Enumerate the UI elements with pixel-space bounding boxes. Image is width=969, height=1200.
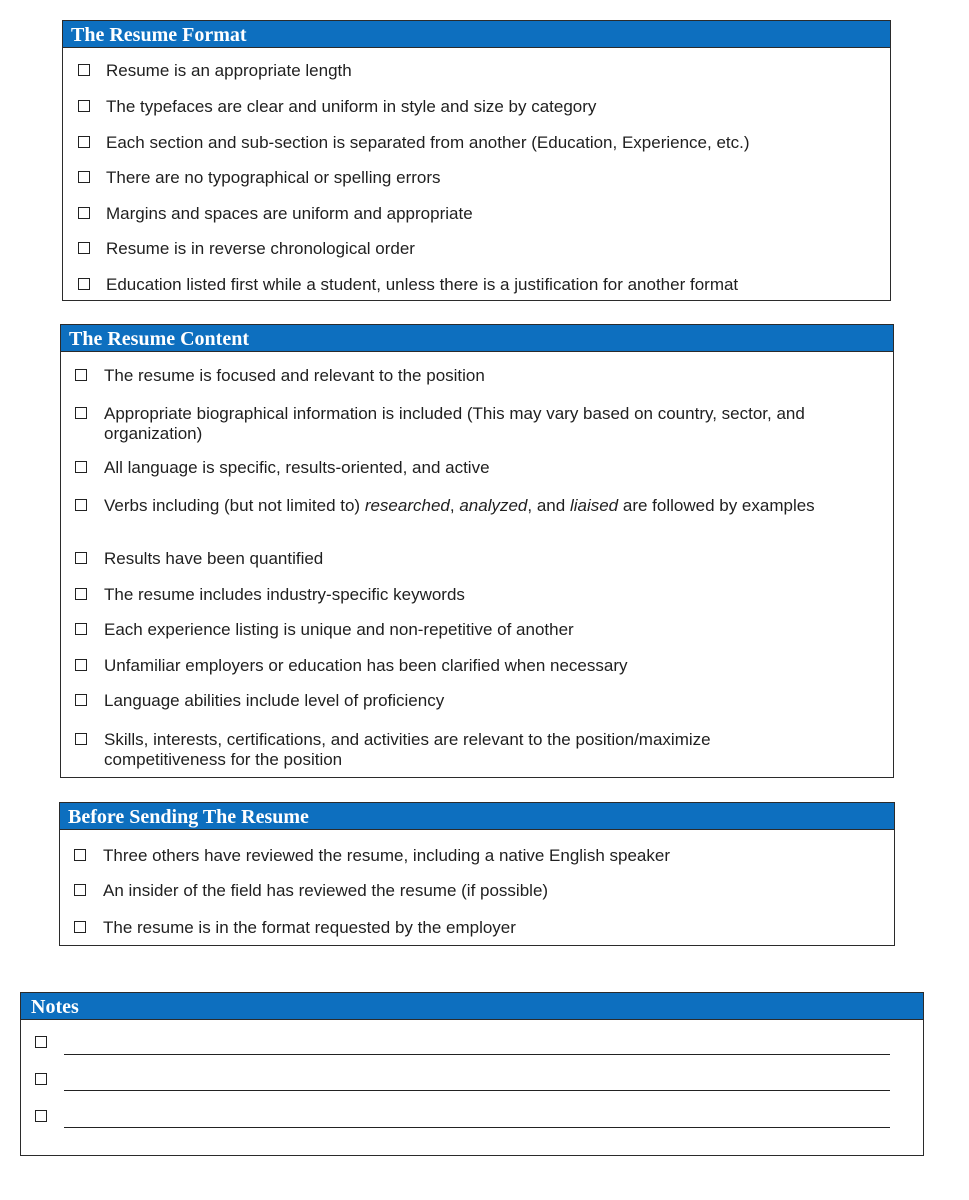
note-row xyxy=(21,1073,915,1093)
checkbox[interactable] xyxy=(75,733,87,745)
resume-format-section xyxy=(62,20,891,301)
checkbox[interactable] xyxy=(75,407,87,419)
checklist-item-text: The resume is in the format requested by the employer xyxy=(103,918,516,937)
checkbox[interactable] xyxy=(78,64,90,76)
checkbox[interactable] xyxy=(75,694,87,706)
checkbox[interactable] xyxy=(75,369,87,381)
checklist-item-text: Margins and spaces are uniform and appropriate xyxy=(106,204,473,223)
checklist-item-text: Each section and sub-section is separated from another (Education, Experience, etc.) xyxy=(106,133,750,152)
note-row xyxy=(21,1110,915,1130)
notes-section xyxy=(20,992,924,1156)
note-row xyxy=(21,1036,915,1056)
checkbox[interactable] xyxy=(78,278,90,290)
verbs-separator: , xyxy=(449,496,460,515)
checkbox[interactable] xyxy=(78,242,90,254)
checkbox[interactable] xyxy=(75,499,87,511)
checklist-item-text: There are no typographical or spelling errors xyxy=(106,168,441,187)
checkbox[interactable] xyxy=(78,207,90,219)
checklist-item-text: Skills, interests, certifications, and activities are relevant to the position/maximize competitiveness for the position xyxy=(104,730,711,769)
checkbox[interactable] xyxy=(35,1073,47,1085)
checklist-item-text: The typefaces are clear and uniform in style and size by category xyxy=(106,97,597,116)
checkbox[interactable] xyxy=(75,461,87,473)
verb-liaised: liaised xyxy=(569,496,619,515)
before-sending-title: Before Sending The Resume xyxy=(60,803,894,830)
note-line[interactable] xyxy=(64,1127,890,1128)
checklist-item-text: Three others have reviewed the resume, including a native English speaker xyxy=(103,846,670,865)
checklist-item-text: All language is specific, results-oriented, and active xyxy=(104,458,490,477)
checklist-item-text: Language abilities include level of proficiency xyxy=(104,691,445,710)
checkbox[interactable] xyxy=(35,1036,47,1048)
verbs-prefix: Verbs including (but not limited to) xyxy=(104,496,365,515)
note-line[interactable] xyxy=(64,1090,890,1091)
verbs-suffix: are followed by examples xyxy=(618,496,815,515)
before-sending-section xyxy=(59,802,895,946)
verb-researched: researched xyxy=(364,496,450,515)
checklist-item-text: Education listed first while a student, unless there is a justification for another format xyxy=(106,275,739,294)
checkbox[interactable] xyxy=(75,552,87,564)
checkbox[interactable] xyxy=(78,100,90,112)
checkbox[interactable] xyxy=(74,884,86,896)
checkbox[interactable] xyxy=(78,136,90,148)
resume-content-title: The Resume Content xyxy=(61,325,893,352)
checklist-item-text: The resume includes industry-specific keywords xyxy=(104,585,465,604)
checkbox[interactable] xyxy=(78,171,90,183)
notes-title: Notes xyxy=(21,993,923,1020)
checklist-item-text: The resume is focused and relevant to the position xyxy=(104,366,485,385)
checklist-item-text xyxy=(104,496,824,516)
checkbox[interactable] xyxy=(74,849,86,861)
checkbox[interactable] xyxy=(75,588,87,600)
checklist-item-text: Unfamiliar employers or education has been clarified when necessary xyxy=(104,656,628,675)
checklist-item-text: Each experience listing is unique and non-repetitive of another xyxy=(104,620,574,639)
checklist-item-text: Appropriate biographical information is included (This may vary based on country, sector, and organization) xyxy=(104,404,805,443)
checkbox[interactable] xyxy=(75,623,87,635)
checklist-item-text: Resume is in reverse chronological order xyxy=(106,239,415,258)
checklist-item-text: Results have been quantified xyxy=(104,549,324,568)
checklist-item-text: An insider of the field has reviewed the resume (if possible) xyxy=(103,881,549,900)
resume-content-section xyxy=(60,324,894,778)
checkbox[interactable] xyxy=(75,659,87,671)
checkbox[interactable] xyxy=(35,1110,47,1122)
verbs-separator: , and xyxy=(527,496,570,515)
note-line[interactable] xyxy=(64,1054,890,1055)
checklist-item-text: Resume is an appropriate length xyxy=(106,61,352,80)
verb-analyzed: analyzed xyxy=(459,496,528,515)
resume-format-title: The Resume Format xyxy=(63,21,890,48)
checkbox[interactable] xyxy=(74,921,86,933)
